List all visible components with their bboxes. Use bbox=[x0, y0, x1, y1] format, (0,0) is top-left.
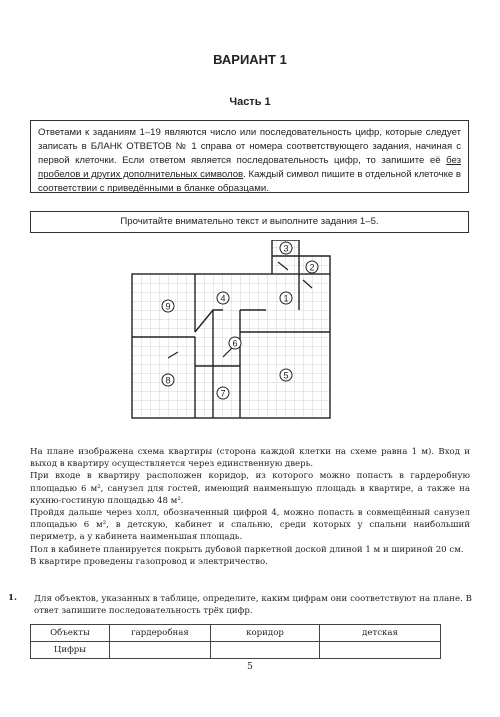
room-label-3 bbox=[280, 242, 292, 254]
instructions-text-2: . Каждый символ пишите в отдельной клеточке в соответствии с приведёнными в бланке образцами. bbox=[38, 169, 462, 194]
question-text: Для объектов, указанных в таблице, определите, каким цифрам они соответствуют на плане. В ответ запишите последовательность трёх цифр. bbox=[34, 594, 472, 617]
svg-text:4: 4 bbox=[220, 293, 226, 304]
svg-text:2: 2 bbox=[309, 262, 315, 273]
description-paragraph: На плане изображена схема квартиры (сторона каждой клетки на схеме равна 1 м). Вход и выход в квартиру осуществляется через единственную дверь. bbox=[30, 447, 470, 470]
svg-text:5: 5 bbox=[283, 370, 289, 381]
instructions-underlined: без пробелов и других дополнительных символов bbox=[38, 155, 461, 180]
table-row bbox=[31, 625, 441, 642]
variant-title: ВАРИАНТ 1 bbox=[213, 52, 287, 67]
apartment-plan bbox=[128, 240, 338, 440]
table-row bbox=[31, 642, 441, 659]
table-header-cell: коридор bbox=[211, 625, 320, 642]
answer-cell[interactable] bbox=[211, 642, 320, 659]
answer-table bbox=[30, 624, 441, 659]
svg-text:6: 6 bbox=[232, 338, 238, 349]
room-label-1 bbox=[280, 292, 292, 304]
room-label-8 bbox=[162, 374, 174, 386]
description-paragraph: Пол в кабинете планируется покрыть дубовой паркетной доской длиной 1 м и шириной 20 см. bbox=[30, 544, 464, 555]
svg-text:7: 7 bbox=[220, 388, 226, 399]
part-title: Часть 1 bbox=[229, 96, 271, 108]
answer-cell[interactable] bbox=[110, 642, 211, 659]
room-label-6 bbox=[229, 337, 241, 349]
room-label-5 bbox=[280, 369, 292, 381]
description-paragraph: Пройдя дальше через холл, обозначенный цифрой 4, можно попасть в совмещённый санузел площадью 6 м², в детскую, кабинет и спальню, среди которых у спальни наибольший периметр, а у кабинета наименьшая площадь. bbox=[30, 508, 470, 543]
instructions-box bbox=[30, 120, 469, 193]
instructions-text-1: Ответами к заданиям 1–19 являются число или последовательность цифр, которые следует записать в БЛАНК ОТВЕТОВ № 1 справа от номера соответствующего задания, начиная с первой клеточки. Если ответом является последовательность цифр, то запишите её bbox=[38, 127, 461, 166]
svg-text:8: 8 bbox=[165, 375, 171, 386]
table-header-cell: Объекты bbox=[31, 625, 110, 642]
room-label-2 bbox=[306, 261, 318, 273]
svg-text:3: 3 bbox=[283, 243, 289, 254]
svg-text:9: 9 bbox=[165, 301, 171, 312]
page-number: 5 bbox=[247, 662, 253, 672]
table-header-cell: гардеробная bbox=[110, 625, 211, 642]
table-row-label: Цифры bbox=[31, 642, 110, 659]
room-label-4 bbox=[217, 292, 229, 304]
answer-cell[interactable] bbox=[320, 642, 441, 659]
question-number: 1. bbox=[8, 593, 17, 603]
description-paragraph: В квартире проведены газопровод и электричество. bbox=[30, 556, 268, 567]
svg-text:1: 1 bbox=[283, 293, 289, 304]
table-header-cell: детская bbox=[320, 625, 441, 642]
room-label-9 bbox=[162, 300, 174, 312]
description-paragraph: При входе в квартиру расположен коридор, из которого можно попасть в гардеробную площадью 6 м², санузел для гостей, имеющий наименьшую площадь в квартире, а также на кухню-гостиную площадью 48 м². bbox=[30, 471, 470, 506]
plan-description bbox=[30, 446, 470, 568]
room-label-7 bbox=[217, 387, 229, 399]
task-instruction: Прочитайте внимательно текст и выполните задания 1–5. bbox=[30, 211, 469, 233]
